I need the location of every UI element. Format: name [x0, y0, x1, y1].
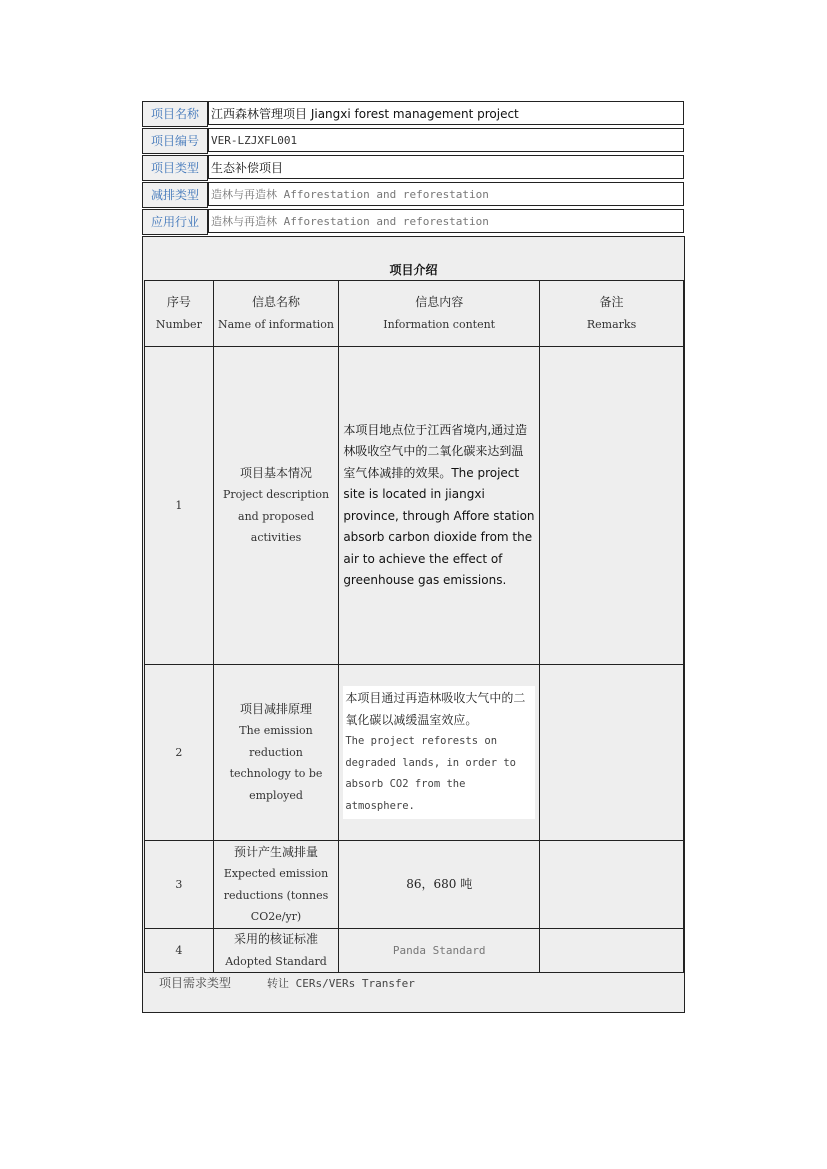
col-name-header	[213, 281, 339, 347]
row-name-cn: 采用的核证标准	[234, 932, 319, 946]
row-remarks	[540, 929, 684, 973]
row-name-en: The emission reduction technology to be employed	[229, 724, 323, 802]
table-row	[145, 929, 684, 973]
demand-type-line	[159, 974, 415, 991]
row-content-text: Panda Standard	[392, 943, 486, 957]
row-content-en: The project reforests on degraded lands, in order to absorb CO2 from the atmosphere.	[345, 735, 516, 812]
row-name-en: Expected emission reductions (tonnes CO2e/yr)	[223, 867, 329, 923]
table-header-row	[145, 281, 684, 347]
row-content	[339, 665, 540, 841]
project-name-label: 项目名称	[142, 101, 208, 127]
row-name-cn: 项目基本情况	[240, 465, 313, 480]
row-name	[213, 929, 339, 973]
table-row	[145, 841, 684, 929]
demand-type-value: 转让 CERs/VERs Transfer	[267, 977, 415, 990]
col-number-cn: 序号	[166, 295, 191, 309]
project-id-label: 项目编号	[142, 128, 208, 154]
header-row-reduction-type	[142, 182, 685, 208]
industry-label: 应用行业	[142, 209, 208, 235]
table-row	[145, 665, 684, 841]
col-content-header	[339, 281, 540, 347]
row-number: 1	[145, 347, 214, 665]
col-name-cn: 信息名称	[252, 295, 301, 309]
row-remarks	[540, 347, 684, 665]
col-number-header	[145, 281, 214, 347]
row-name-en: Adopted Standard	[225, 954, 327, 968]
row-number: 4	[145, 929, 214, 973]
row-content-text: 86，680 吨	[406, 876, 473, 891]
row-name-cn: 预计产生减排量	[234, 844, 319, 859]
project-type-value: 生态补偿项目	[208, 155, 684, 179]
row-name	[213, 841, 339, 929]
project-intro-section	[142, 236, 685, 1013]
row-content	[339, 347, 540, 665]
row-content	[339, 929, 540, 973]
row-name-cn: 项目减排原理	[240, 701, 313, 716]
table-row	[145, 347, 684, 665]
header-row-industry	[142, 209, 685, 235]
row-name	[213, 665, 339, 841]
project-type-label: 项目类型	[142, 155, 208, 181]
row-name-en: Project description and proposed activities	[222, 488, 330, 544]
col-content-en: Information content	[383, 317, 496, 331]
header-row-project-type	[142, 155, 685, 181]
col-remarks-header	[540, 281, 684, 347]
col-content-cn: 信息内容	[415, 295, 464, 309]
row-content-text: 本项目地点位于江西省境内,通过造林吸收空气中的二氧化碳来达到温室气体减排的效果。The project site is located in jiangxi province, through Affore station absorb carbon dioxide from the air to achieve the effect of greenhouse gas emissions.	[343, 422, 535, 587]
col-name-en: Name of information	[218, 317, 334, 331]
row-content	[339, 841, 540, 929]
col-remarks-cn: 备注	[599, 295, 624, 309]
row-content-highlight	[343, 686, 535, 819]
header-row-project-name	[142, 101, 685, 127]
intro-table	[144, 280, 684, 973]
header-row-project-id	[142, 128, 685, 154]
demand-type-label: 项目需求类型	[159, 976, 232, 990]
industry-value: 造林与再造林 Afforestation and reforestation	[208, 209, 684, 233]
row-remarks	[540, 841, 684, 929]
col-remarks-en: Remarks	[586, 317, 637, 331]
col-number-en: Number	[155, 317, 202, 331]
row-number: 2	[145, 665, 214, 841]
intro-title: 项目介绍	[389, 263, 438, 277]
project-name-value: 江西森林管理项目 Jiangxi forest management project	[208, 101, 684, 125]
row-number: 3	[145, 841, 214, 929]
project-id-value: VER-LZJXFL001	[208, 128, 684, 152]
reduction-type-value: 造林与再造林 Afforestation and reforestation	[208, 182, 684, 206]
row-content-cn: 本项目通过再造林吸收大气中的二氧化碳以减缓温室效应。	[345, 691, 526, 727]
reduction-type-label: 减排类型	[142, 182, 208, 208]
row-name	[213, 347, 339, 665]
row-remarks	[540, 665, 684, 841]
